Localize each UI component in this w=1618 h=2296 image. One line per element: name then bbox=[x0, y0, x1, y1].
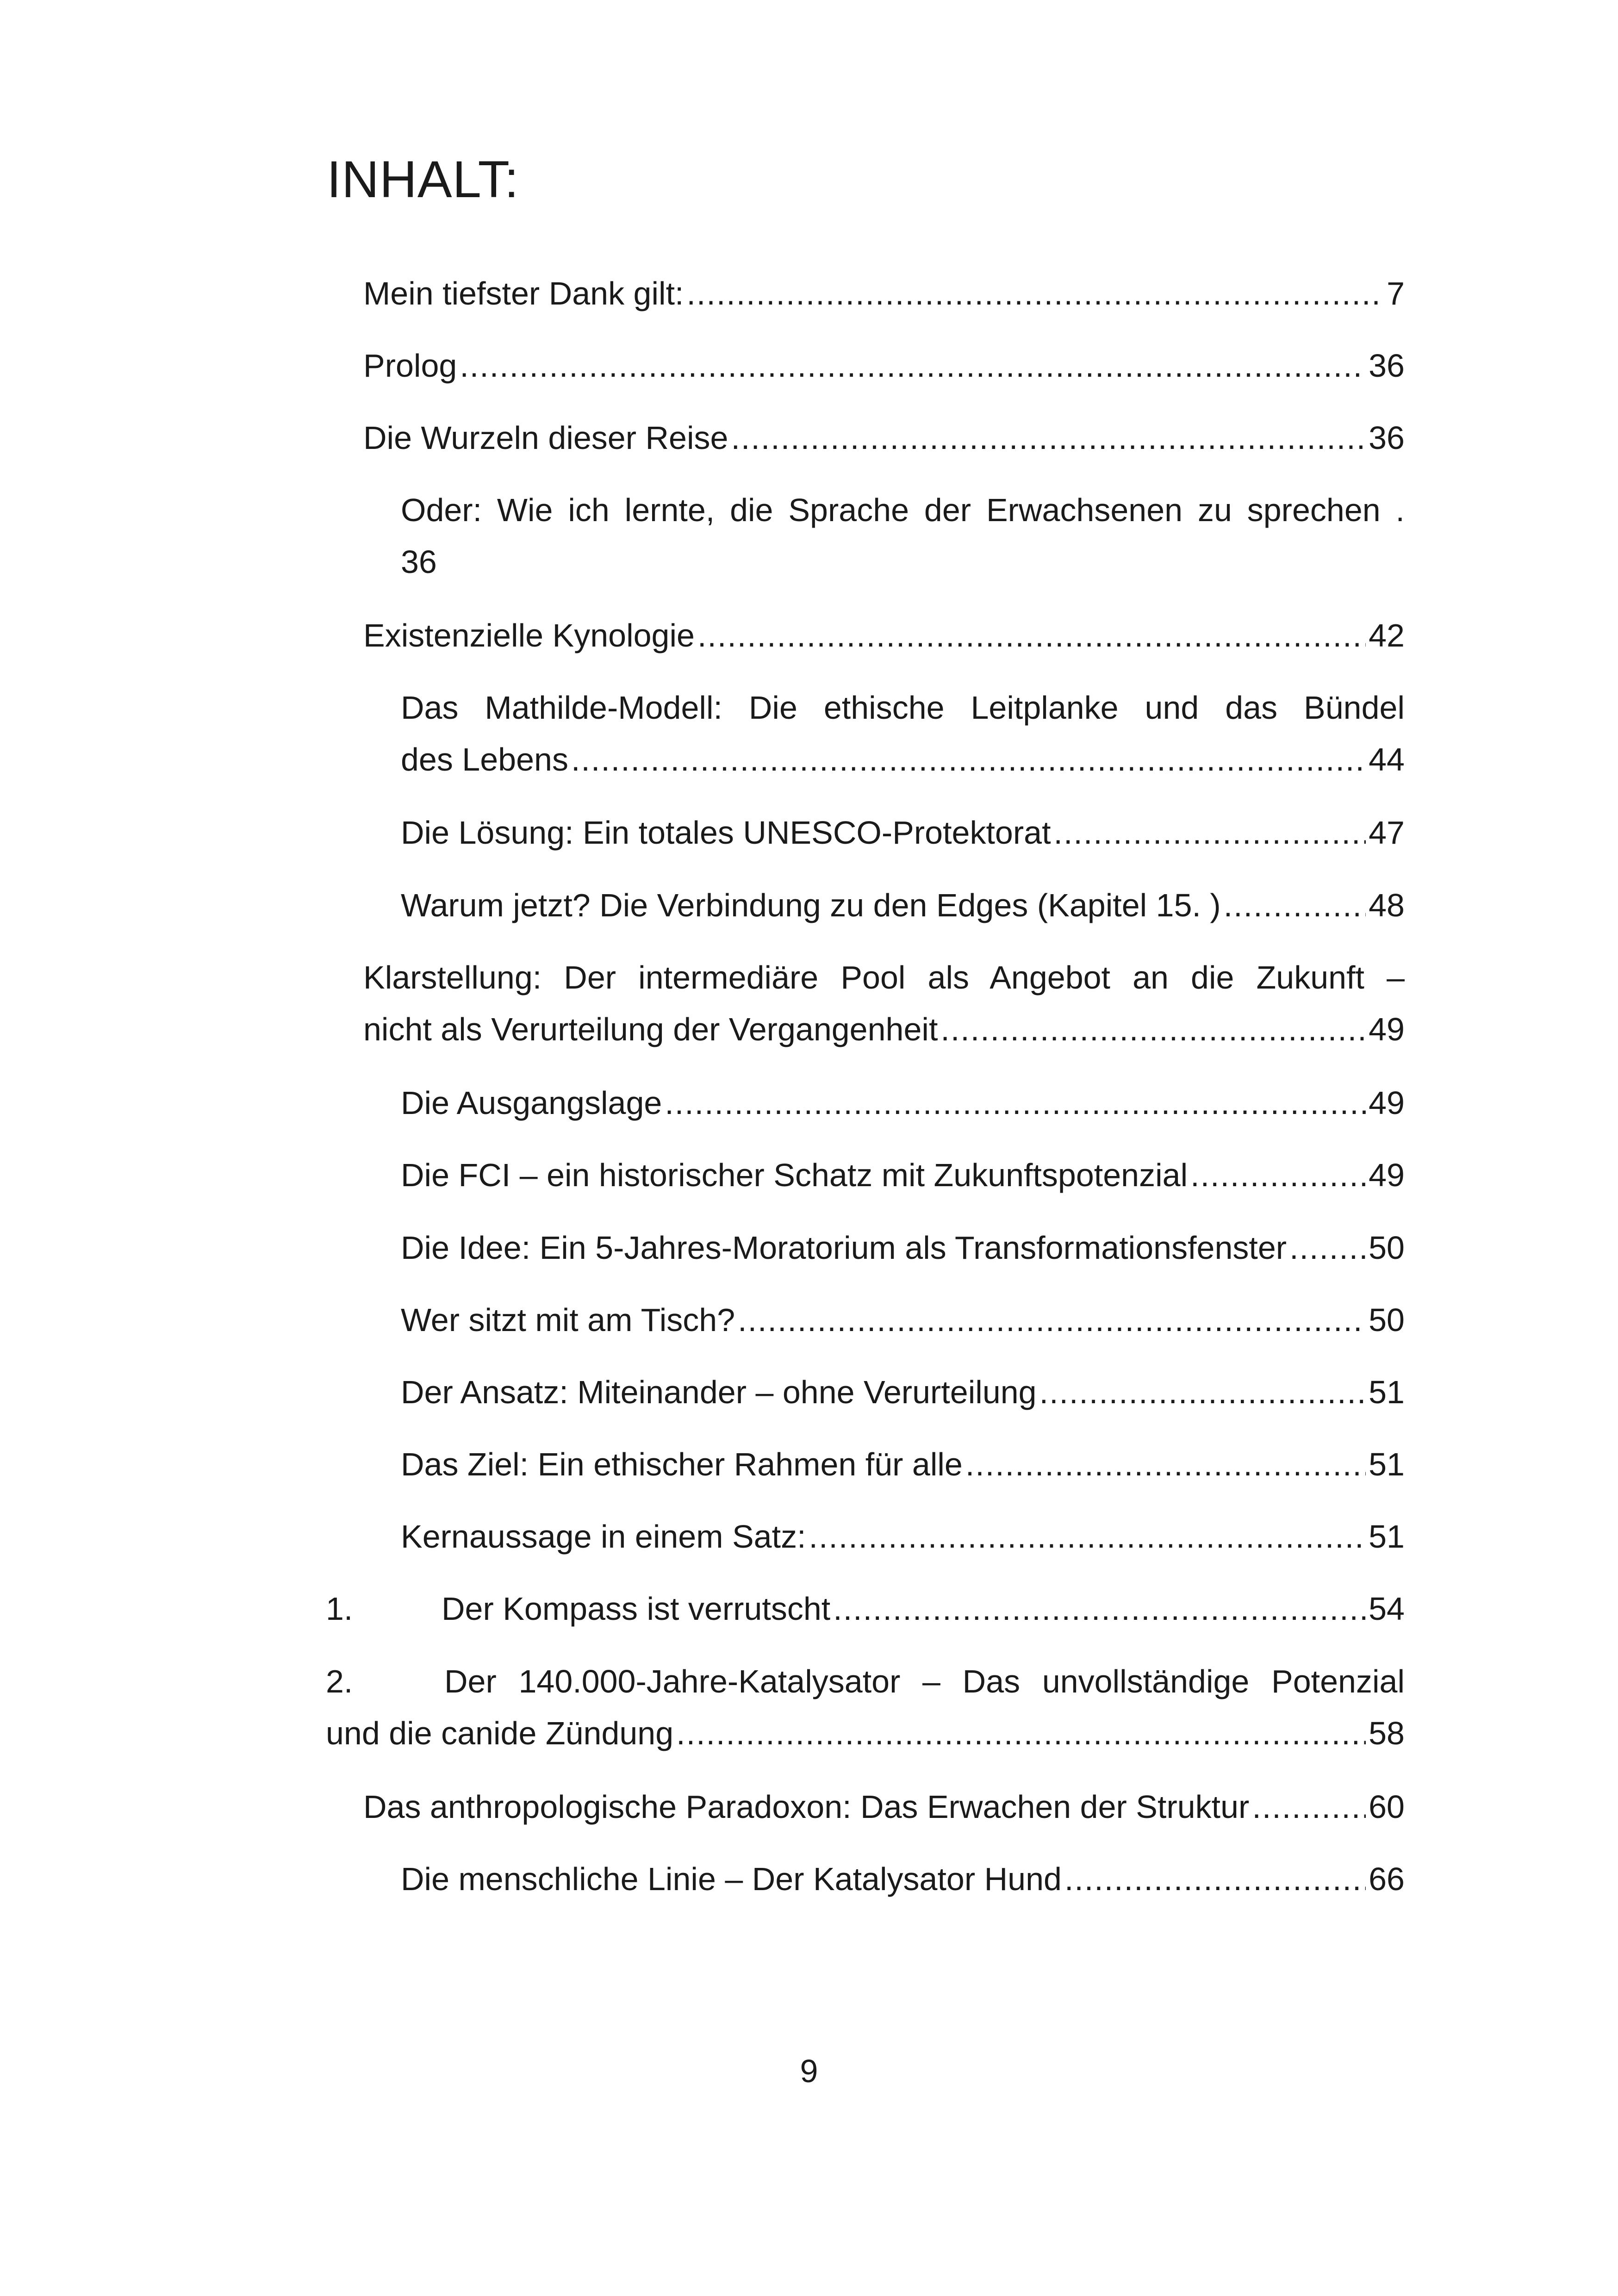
toc-entry-title: Existenzielle Kynologie bbox=[363, 617, 695, 653]
toc-entry-title: Wer sitzt mit am Tisch? bbox=[401, 1302, 735, 1338]
toc-entry[interactable] bbox=[401, 1366, 1405, 1418]
toc-entry-title-continued: nicht als Verurteilung der Vergangenheit bbox=[363, 1011, 938, 1047]
toc-entry-title-continued: des Lebens bbox=[401, 741, 568, 778]
toc-leader-dots bbox=[697, 610, 1366, 661]
toc-entry-title: Die FCI – ein historischer Schatz mit Zukunftspotenzial bbox=[401, 1157, 1188, 1193]
toc-leader-dots bbox=[571, 734, 1366, 785]
toc-entry-page: 44 bbox=[1369, 741, 1405, 778]
toc-entry-title: Prolog bbox=[363, 348, 457, 384]
toc-entry-page: 58 bbox=[1369, 1715, 1405, 1751]
toc-entry[interactable] bbox=[363, 412, 1405, 464]
toc-entry-title: Oder: Wie ich lernte, die Sprache der Erwachsenen zu sprechen . bbox=[401, 492, 1405, 528]
page-number: 9 bbox=[800, 2053, 818, 2089]
toc-entry[interactable] bbox=[326, 1655, 1405, 1759]
toc-leader-dots bbox=[738, 1294, 1366, 1346]
toc-entry[interactable] bbox=[363, 268, 1405, 319]
toc-entry-title: Das anthropologische Paradoxon: Das Erwachen der Struktur bbox=[363, 1789, 1250, 1825]
toc-leader-dots bbox=[686, 268, 1384, 319]
toc-entry-page: 36 bbox=[1369, 420, 1405, 456]
toc-entry[interactable] bbox=[401, 1438, 1405, 1490]
toc-entry-page: 50 bbox=[1369, 1302, 1405, 1338]
toc-entry-page: 36 bbox=[1369, 348, 1405, 384]
toc-entry[interactable] bbox=[401, 1853, 1405, 1905]
toc-entry-page: 48 bbox=[1369, 887, 1405, 923]
toc-entry-page: 7 bbox=[1387, 275, 1405, 311]
toc-entry[interactable] bbox=[363, 610, 1405, 661]
toc-entry[interactable] bbox=[401, 807, 1405, 859]
toc-entry-number: 1. bbox=[326, 1591, 353, 1627]
toc-entry-title: Kernaussage in einem Satz: bbox=[401, 1518, 806, 1555]
toc-entry-page: 54 bbox=[1369, 1591, 1405, 1627]
toc-entry-title-continued: und die canide Zündung bbox=[326, 1715, 674, 1751]
toc-leader-dots bbox=[1039, 1366, 1366, 1418]
toc-leader-dots bbox=[460, 340, 1366, 392]
toc-entry[interactable] bbox=[326, 1583, 1405, 1635]
toc-entry-page: 51 bbox=[1369, 1518, 1405, 1555]
toc-entry-page: 50 bbox=[1369, 1230, 1405, 1266]
toc-leader-dots bbox=[965, 1438, 1366, 1490]
toc-entry[interactable] bbox=[363, 340, 1405, 392]
toc-entry-page: 36 bbox=[401, 544, 437, 580]
toc-entry-title: Die Ausgangslage bbox=[401, 1085, 662, 1121]
toc-entry-title: Mein tiefster Dank gilt: bbox=[363, 275, 684, 311]
toc-entry-page: 49 bbox=[1369, 1085, 1405, 1121]
toc-leader-dots bbox=[833, 1583, 1366, 1635]
toc-entry-title: Der 140.000-Jahre-Katalysator – Das unvollständige Potenzial bbox=[444, 1663, 1405, 1699]
toc-entry[interactable] bbox=[401, 484, 1405, 588]
toc-entry-title: Das Mathilde-Modell: Die ethische Leitplanke und das Bündel bbox=[401, 690, 1405, 726]
toc-entry-page: 51 bbox=[1369, 1374, 1405, 1410]
toc-entry-title: Der Kompass ist verrutscht bbox=[442, 1591, 831, 1627]
toc-entry-title: Die Wurzeln dieser Reise bbox=[363, 420, 728, 456]
toc-leader-dots bbox=[1190, 1149, 1366, 1201]
toc-entry-page: 51 bbox=[1369, 1446, 1405, 1482]
toc-entry-title: Warum jetzt? Die Verbindung zu den Edges (Kapitel 15. ) bbox=[401, 887, 1221, 923]
toc-entry[interactable] bbox=[363, 952, 1405, 1055]
toc-leader-dots bbox=[1064, 1853, 1366, 1905]
toc-entry-page: 60 bbox=[1369, 1789, 1405, 1825]
toc-leader-dots bbox=[1054, 807, 1366, 859]
toc-entry-page: 47 bbox=[1369, 815, 1405, 851]
toc-entry-title: Die menschliche Linie – Der Katalysator Hund bbox=[401, 1861, 1062, 1897]
toc-entry[interactable] bbox=[401, 1294, 1405, 1346]
toc-entry-title: Der Ansatz: Miteinander – ohne Verurteilung bbox=[401, 1374, 1037, 1410]
toc-entry-page: 66 bbox=[1369, 1861, 1405, 1897]
page-title: INHALT: bbox=[327, 150, 519, 208]
toc-entry[interactable] bbox=[401, 1149, 1405, 1201]
toc-entry-page: 42 bbox=[1369, 617, 1405, 653]
toc-entry-title: Klarstellung: Der intermediäre Pool als Angebot an die Zukunft – bbox=[363, 959, 1405, 996]
toc-entry-page: 49 bbox=[1369, 1157, 1405, 1193]
toc-entry-number: 2. bbox=[326, 1663, 353, 1699]
toc-leader-dots bbox=[1289, 1222, 1366, 1274]
toc-entry[interactable] bbox=[401, 682, 1405, 785]
toc-leader-dots bbox=[731, 412, 1366, 464]
toc-entry[interactable] bbox=[401, 879, 1405, 931]
toc-entry-page: 49 bbox=[1369, 1011, 1405, 1047]
toc-leader-dots bbox=[1252, 1781, 1366, 1833]
toc-leader-dots bbox=[665, 1077, 1366, 1129]
toc-entry[interactable] bbox=[401, 1511, 1405, 1562]
toc-entry-title: Die Lösung: Ein totales UNESCO-Protektorat bbox=[401, 815, 1051, 851]
toc-leader-dots bbox=[809, 1511, 1366, 1562]
toc-entry-title: Das Ziel: Ein ethischer Rahmen für alle bbox=[401, 1446, 963, 1482]
toc-leader-dots bbox=[676, 1707, 1366, 1759]
toc-entry-title: Die Idee: Ein 5-Jahres-Moratorium als Transformationsfenster bbox=[401, 1230, 1287, 1266]
toc-entry[interactable] bbox=[401, 1222, 1405, 1274]
toc-leader-dots bbox=[940, 1003, 1366, 1055]
toc-entry[interactable] bbox=[401, 1077, 1405, 1129]
toc-entry[interactable] bbox=[363, 1781, 1405, 1833]
toc-leader-dots bbox=[1224, 879, 1366, 931]
